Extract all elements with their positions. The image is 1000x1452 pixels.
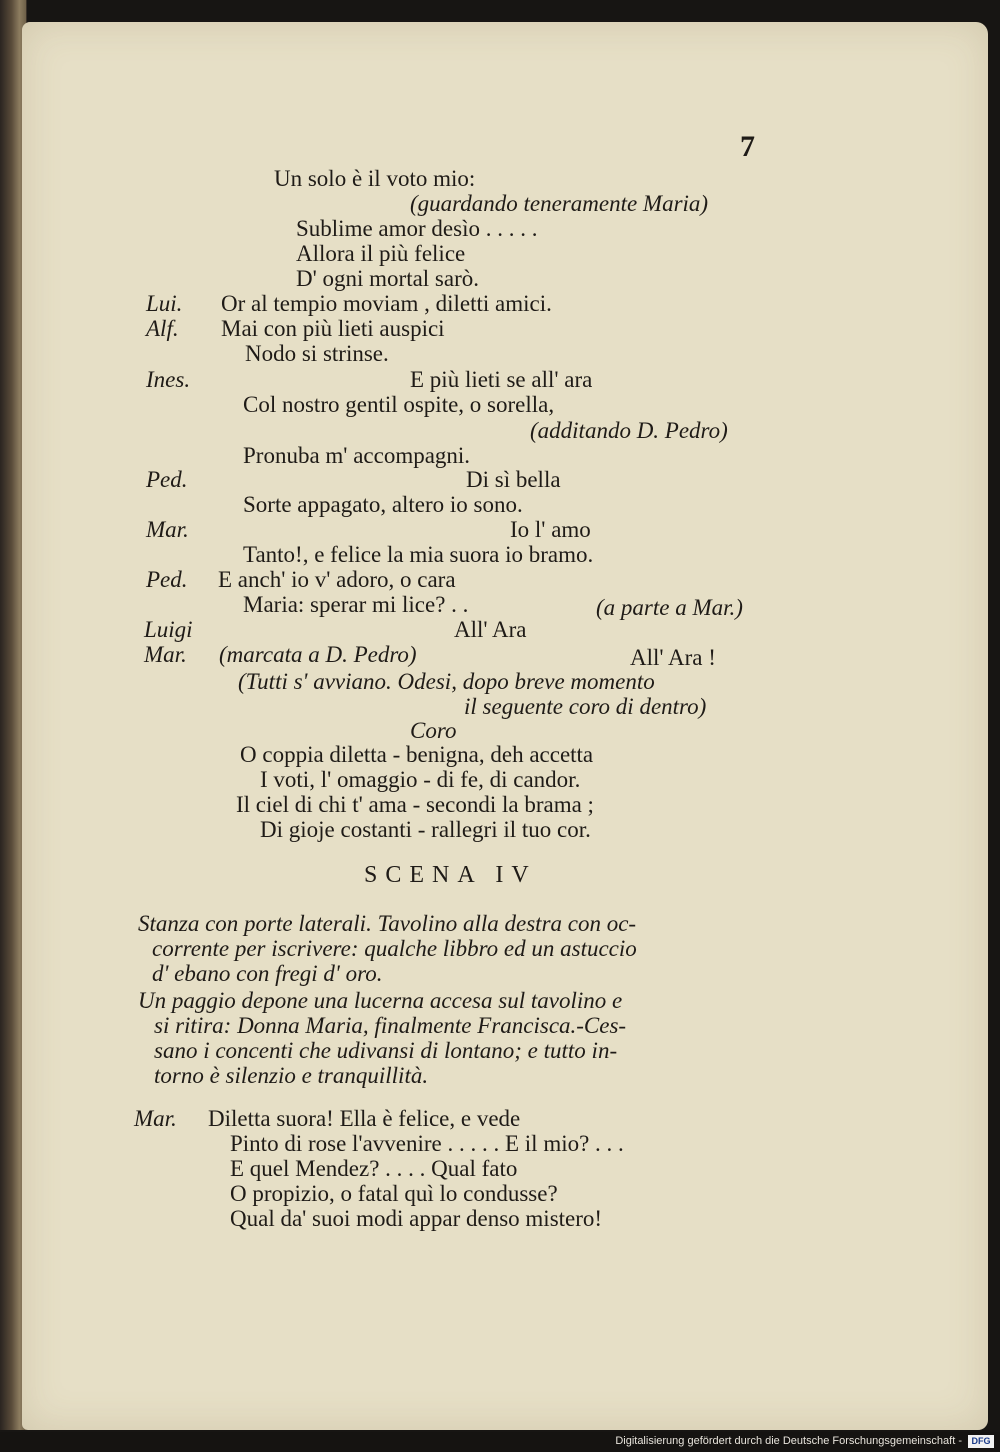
footer-credit: Digitalisierung gefördert durch die Deutsche Forschungsgemeinschaft - <box>615 1435 962 1447</box>
verse-line: Sorte appagato, altero io sono. <box>243 492 523 517</box>
verse-line: O propizio, o fatal quì lo condusse? <box>230 1181 558 1206</box>
verse-line: Pronuba m' accompagni. <box>243 443 471 468</box>
stage-direction-line: sano i concenti che udivansi di lontano; e tutto in- <box>154 1038 618 1063</box>
digitization-footer <box>0 1432 1000 1452</box>
verse-line: All' Ara ! <box>630 645 716 670</box>
verse-line: Pinto di rose l'avvenire . . . . . E il mio? . . . <box>230 1131 624 1156</box>
verse-line: Un solo è il voto mio: <box>274 166 476 191</box>
verse-line: E quel Mendez? . . . . Qual fato <box>230 1156 518 1181</box>
scene-heading: SCENA IV <box>364 862 537 888</box>
stage-direction-line: Stanza con porte laterali. Tavolino alla destra con oc- <box>138 911 637 936</box>
stage-direction-line: Un paggio depone una lucerna accesa sul tavolino e <box>138 988 623 1013</box>
chorus-line: Di gioje costanti - rallegri il tuo cor. <box>260 817 591 842</box>
chorus-line: I voti, l' omaggio - di fe, di candor. <box>260 767 581 792</box>
verse-line: Tanto!, e felice la mia suora io bramo. <box>243 542 594 567</box>
stage-direction-line: si ritira: Donna Maria, finalmente Francisca.-Ces- <box>154 1013 627 1038</box>
verse-line: Allora il più felice <box>296 241 466 266</box>
aside-direction: (a parte a Mar.) <box>596 595 743 620</box>
speaker-label: Luigi <box>144 617 193 642</box>
verse-line: Nodo si strinse. <box>245 341 389 366</box>
stage-direction: (Tutti s' avviano. Odesi, dopo breve momento <box>238 669 655 694</box>
verse-line: All' Ara <box>454 617 527 642</box>
speaker-label: Ped. <box>146 467 188 492</box>
verse-line: Io l' amo <box>510 517 591 542</box>
stage-direction: il seguente coro di dentro) <box>464 694 707 719</box>
stage-direction-line: d' ebano con fregi d' oro. <box>152 961 383 986</box>
verse-line: Qual da' suoi modi appar denso mistero! <box>230 1206 603 1231</box>
verse-line: Or al tempio moviam , diletti amici. <box>221 291 552 316</box>
verse-line: Di sì bella <box>466 467 561 492</box>
verse-line: Diletta suora! Ella è felice, e vede <box>208 1106 521 1131</box>
speaker-label: Mar. <box>146 517 189 542</box>
stage-direction: (additando D. Pedro) <box>530 418 728 443</box>
speaker-label: Mar. <box>144 642 187 667</box>
page-number: 7 <box>740 130 755 163</box>
chorus-line: Il ciel di chi t' ama - secondi la brama ; <box>236 792 594 817</box>
book-page <box>22 22 988 1430</box>
stage-direction: (marcata a D. Pedro) <box>219 642 417 667</box>
verse-line: D' ogni mortal sarò. <box>296 266 480 291</box>
dfg-logo: DFG <box>968 1435 994 1448</box>
verse-line: E anch' io v' adoro, o cara <box>218 567 456 592</box>
stage-direction-line: torno è silenzio e tranquillità. <box>154 1063 429 1088</box>
verse-line: Mai con più lieti auspici <box>221 316 445 341</box>
chorus-line: O coppia diletta - benigna, deh accetta <box>240 742 594 767</box>
speaker-label: Lui. <box>146 291 183 316</box>
speaker-label: Alf. <box>146 316 179 341</box>
speaker-label: Mar. <box>134 1106 177 1131</box>
stage-direction: (guardando teneramente Maria) <box>410 191 709 216</box>
speaker-label: Ped. <box>146 567 188 592</box>
verse-line: Col nostro gentil ospite, o sorella, <box>243 392 555 417</box>
verse-line: Sublime amor desìo . . . . . <box>296 216 538 241</box>
stage-direction-line: corrente per iscrivere: qualche libbro ed un astuccio <box>152 936 637 961</box>
speaker-label: Ines. <box>146 367 191 392</box>
verse-line: Maria: sperar mi lice? . . <box>243 592 469 617</box>
verse-line: E più lieti se all' ara <box>410 367 593 392</box>
chorus-heading: Coro <box>410 718 457 743</box>
